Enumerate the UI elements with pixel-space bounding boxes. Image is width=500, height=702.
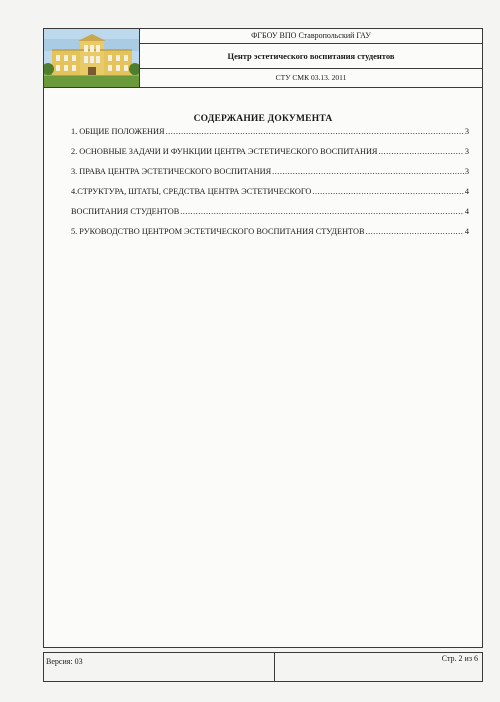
toc-entry <box>71 147 469 167</box>
toc-entry-title: 3. ПРАВА ЦЕНТРА ЭСТЕТИЧЕСКОГО ВОСПИТАНИЯ <box>71 167 272 176</box>
toc-entry <box>71 167 469 187</box>
toc-heading: СОДЕРЖАНИЕ ДОКУМЕНТА <box>193 114 333 124</box>
toc-entry-page: 4 <box>464 187 469 196</box>
toc-entry <box>71 227 469 247</box>
document-page <box>43 28 483 648</box>
version-label: Версия: 03 <box>46 657 83 666</box>
toc-leader-dots <box>166 127 464 136</box>
toc-leader-dots <box>180 207 464 216</box>
table-of-contents <box>71 127 469 247</box>
toc-entry-title: ВОСПИТАНИЯ СТУДЕНТОВ <box>71 207 180 216</box>
toc-leader-dots <box>312 187 463 196</box>
department-title: Центр эстетического воспитания студентов <box>140 44 482 69</box>
toc-entry <box>71 187 469 207</box>
building-image <box>44 29 139 87</box>
toc-entry-page: 3 <box>464 147 469 156</box>
toc-entry-page: 4 <box>464 207 469 216</box>
toc-entry-title: 4.СТРУКТУРА, ШТАТЫ, СРЕДСТВА ЦЕНТРА ЭСТЕТИЧЕСКОГО <box>71 187 312 196</box>
toc-leader-dots <box>378 147 463 156</box>
toc-entry-title: 5. РУКОВОДСТВО ЦЕНТРОМ ЭСТЕТИЧЕСКОГО ВОСПИТАНИЯ СТУДЕНТОВ <box>71 227 365 236</box>
page-number: Стр. 2 из 6 <box>441 654 478 663</box>
organization-name: ФГБОУ ВПО Ставропольский ГАУ <box>140 29 482 44</box>
document-code: СТУ СМК 03.13. 2011 <box>275 73 347 82</box>
document-footer <box>43 652 483 682</box>
toc-leader-dots <box>366 227 464 236</box>
toc-entry-page: 3 <box>464 167 469 176</box>
toc-entry-title: 2. ОСНОВНЫЕ ЗАДАЧИ И ФУНКЦИИ ЦЕНТРА ЭСТЕТИЧЕСКОГО ВОСПИТАНИЯ <box>71 147 378 156</box>
toc-entry-page: 4 <box>464 227 469 236</box>
university-building-logo <box>44 29 140 87</box>
toc-leader-dots <box>272 167 464 176</box>
document-header <box>44 29 482 88</box>
footer-divider <box>274 653 275 681</box>
toc-entry-title: 1. ОБЩИЕ ПОЛОЖЕНИЯ <box>71 127 165 136</box>
toc-entry <box>71 207 469 227</box>
toc-entry <box>71 127 469 147</box>
toc-entry-page: 3 <box>464 127 469 136</box>
